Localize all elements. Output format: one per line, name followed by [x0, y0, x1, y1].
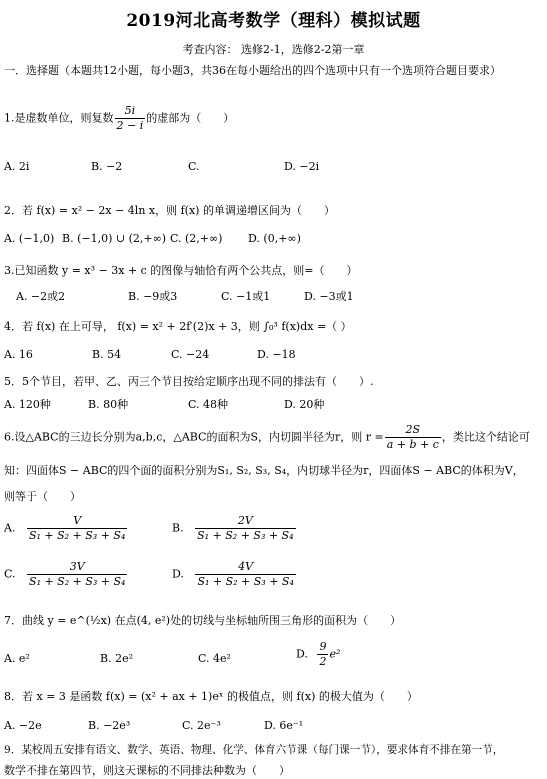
q1-option-b: B. −2 [91, 160, 123, 173]
q6-option-d: D. $\frac{4V}{\text{S₁ + S₂ + S₃ + S₄}}$ [172, 560, 294, 588]
q3-option-a: A. −2或2 [16, 290, 66, 303]
section-heading: 一．选择题（本题共12小题，每小题3，共36在每小题给出的四个选项中只有一个选项符合题目要求） [4, 64, 501, 77]
q7-option-b: B. 2e² [100, 652, 133, 665]
q4-option-b: B. 54 [92, 348, 122, 361]
q6-option-a: A. $\frac{V}{\text{S₁ + S₂ + S₃ + S₄}}$ [4, 514, 126, 542]
question-9-line-1: 9．某校周五安排有语文、数学、英语、物理、化学、体育六节课（每门课一节），要求体育不排在第一节， [4, 744, 504, 756]
question-6-line-2: 知：四面体S − ABC的四个面的面积分别为S₁, S₂, S₃, S₄，内切球半径为r，四面体S − ABC的体积为V， [4, 464, 524, 477]
question-5: 5．5个节目，若甲、乙、丙三个节目按给定顺序出现不同的排法有（ ）. [4, 375, 374, 388]
q7-option-d: D. $\frac{9}{2}$ e² [296, 640, 341, 668]
q1-prefix: 1.是虚数单位，则复数 [4, 111, 114, 125]
q5-option-b: B. 80种 [88, 398, 129, 411]
q8-option-c: C. 2e⁻³ [182, 719, 221, 732]
q7-option-c: C. 4e² [198, 652, 231, 665]
q8-option-b: B. −2e³ [88, 719, 131, 732]
q5-option-c: C. 48种 [188, 398, 229, 411]
q2-option-d: D. (0,+∞) [248, 232, 301, 245]
question-6-line-1: 6.设△ABC的三边长分别为a,b,c，△ABC的面积为S，内切圆半径为r，则 r = $\frac{2S}{a + b + c}$ ，类比这个结论可 [4, 423, 530, 451]
q1-suffix: 的虚部为（ ） [146, 111, 235, 125]
q2-option-a: A. (−1,0) [4, 232, 55, 245]
exam-scope: 考查内容： 选修2-1，选修2-2第一章 [182, 43, 365, 56]
q4-option-a: A. 16 [4, 348, 33, 361]
q3-option-b: B. −9或3 [128, 290, 178, 303]
q1-option-d: D. −2i [284, 160, 320, 173]
q2-option-c: C. (2,+∞) [170, 232, 223, 245]
question-6-line-3: 则等于（ ） [4, 490, 81, 503]
q6-option-b: B. $\frac{2V}{\text{S₁ + S₂ + S₃ + S₄}}$ [172, 514, 294, 542]
question-2: 2．若 f(x) = x² − 2x − 4ln x，则 f(x) 的单调递增区间为（ ） [4, 204, 335, 217]
q8-option-a: A. −2e [4, 719, 42, 732]
page-title: 2019河北高考数学（理科）模拟试题 [126, 11, 421, 31]
q1-fraction: $\frac{5i}{2 - i}$ [116, 104, 144, 132]
q2-option-b: B. (−1,0) ∪ (2,+∞) [62, 232, 167, 245]
q4-option-d: D. −18 [257, 348, 296, 361]
q7-option-a: A. e² [4, 652, 30, 665]
q1-option-c: C. [188, 160, 200, 173]
question-1 [4, 104, 234, 133]
question-4: 4．若 f(x) 在上可导， f(x) = x² + 2f′(2)x + 3，则 ∫₀³ f(x)dx =（ ） [4, 320, 352, 333]
q3-option-d: D. −3或1 [304, 290, 354, 303]
q8-option-d: D. 6e⁻¹ [264, 719, 304, 732]
question-9-line-2: 数学不排在第四节，则这天课标的不同排法种数为（ ） [4, 764, 290, 777]
question-8: 8．若 x = 3 是函数 f(x) = (x² + ax + 1)eˣ 的极值点，则 f(x) 的极大值为（ ） [4, 690, 418, 703]
q1-option-a: A. 2i [4, 160, 30, 173]
q3-option-c: C. −1或1 [221, 290, 271, 303]
q6-option-c: C. $\frac{3V}{\text{S₁ + S₂ + S₃ + S₄}}$ [4, 560, 126, 588]
question-7: 7．曲线 y = e^(½x) 在点(4, e²)处的切线与坐标轴所围三角形的面积为（ ） [4, 614, 402, 627]
q6-fraction: $\frac{2S}{a + b + c}$ [386, 423, 439, 451]
q5-option-d: D. 20种 [284, 398, 325, 411]
question-3: 3.已知函数 y = x³ − 3x + c 的图像与轴恰有两个公共点，则=（ ） [4, 264, 358, 277]
q4-option-c: C. −24 [171, 348, 210, 361]
q5-option-a: A. 120种 [4, 398, 51, 411]
